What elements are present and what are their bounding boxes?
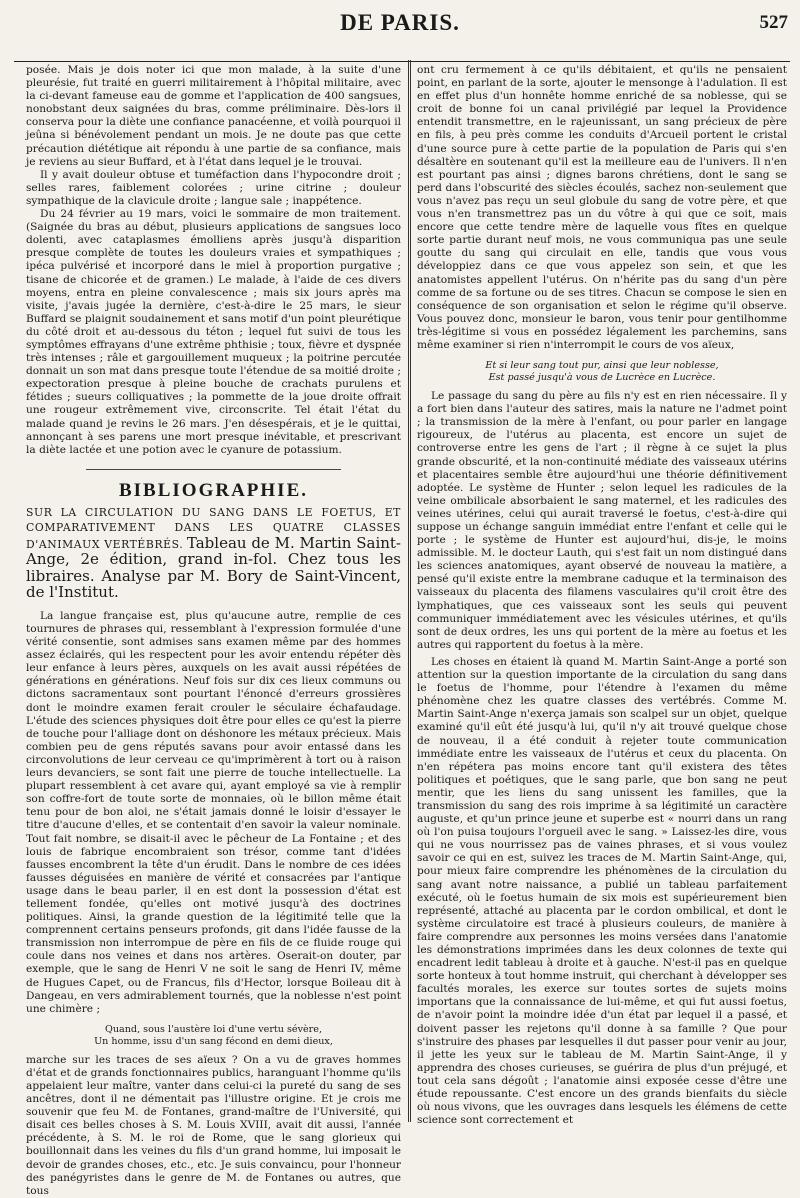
paragraph: posée. Mais je dois noter ici que mon malade, à la suite d'une pleurésie, fut traité en guerri militairement à l'hôpital militaire, avec la ci-devant fameuse eau de gomme et l'application de 400 sangsues, nonobstant deux saignées du bras, comme préliminaire. Dès-lors il conserva pour la diète une confiance panacéenne, et voilà pourquoi il jeûna si bénévolement pendant un mois. Je ne doute pas que cette précaution diététique ait répondu à une partie de sa confiance, mais je reviens au sieur Buffard, et à l'état dans lequel je le trouvai. [26, 64, 401, 168]
paragraph: Du 24 février au 19 mars, voici le sommaire de mon traitement. (Saignée du bras au début, plusieurs applications de sangsues loco dolenti, avec cataplasmes émolliens après jusqu'à disparition presque complète de toutes les douleurs vraies et sympathiques ; ipéca pulvérisé et incorporé dans le miel à proportion purgative ; tisane de chicorée et de gramen.) Le malade, à l'aide de ces divers moyens, entra en pleine convalescence ; mais six jours après ma visite, j'avais jugée la dernière, c'est-à-dire le 25 mars, le sieur Buffard se plaignit soudainement et sans motif d'un point pleurétique du côté droit et au-dessous du téton ; lequel fut suivi de tous les symptômes effrayans d'une extrême phthisie ; toux, fièvre et dyspnée très intenses ; râle et gargouillement muqueux ; la poitrine percutée donnait un son mat dans presque toute l'étendue de sa moitié droite ; expectoration presque à pleine bouche de crachats purulens et fétides ; sueurs colliquatives ; la pommette de la joue droite offrait une rougeur extrêmement vive, circonscrite. Tel était l'état du malade quand je revins le 26 mars. J'en désespérais, et je le quittai, annonçant à ses parens une mort presque inévitable, et prescrivant la diète lactée et une potion avec le cyanure de potassium. [26, 208, 401, 456]
page-number: 527 [759, 12, 788, 33]
header-rule [14, 61, 790, 62]
paragraph: marche sur les traces de ses aïeux ? On a vu de graves hommes d'état et de grands fonctionnaires publics, haranguant l'homme qu'ils appelaient leur maître, vanter dans celui-ci la pureté du sang de ses ancêtres, dont il ne démentait pas l'illustre origine. Et je crois me souvenir que feu M. de Fontanes, grand-maître de l'Université, qui disait ces belles choses à S. M. Louis XVIII, avait dit aussi, l'année précédente, à S. M. le roi de Rome, que le sang glorieux qui bouillonnait dans les veines du fils d'un grand homme, lui imposait le devoir de grandes choses, etc., etc. Je suis convaincu, pour l'honneur des panégyristes dans le genre de M. de Fontanes ou autres, que tous [26, 1053, 401, 1197]
paragraph: La langue française est, plus qu'aucune autre, remplie de ces tournures de phrases qui, ressemblant à l'expression formulée d'une vérité consentie, sont admises sans examen même par des hommes assez éclairés, qui les respectent pour les avoir entendu répéter dès leur enfance à leurs pères, auxquels on les avait aussi répétées de générations en générations. Neuf fois sur dix ces lieux communs ou dictons sacramentaux sont pourtant l'énoncé d'erreurs grossières dont le moindre examen ferait crouler le séculaire échafaudage. L'étude des sciences physiques doit être pour elles ce qu'est la pierre de touche pour l'alliage dont on déshonore les métaux précieux. Mais combien peu de gens réputés savans pour avoir entassé dans les circonvolutions de leur cerveau ce qu'imprimèrent à tort ou à raison leurs devanciers, se sont fait une pierre de touche intellectuelle. La plupart ressemblent à cet avare qui, ayant employé sa vie à remplir son coffre-fort de toute sorte de monnaies, où le billon même était tenu pour de bon aloi, ne s'était jamais donné le loisir d'essayer le titre d'aucune d'elles, et se contentait d'en savoir la valeur nominale. Tout fait nombre, se disait-il avec le pêcheur de La Fontaine ; et des louis de fabrique encombraient son trésor, comme tant d'idées fausses encombrent la tête d'un érudit. Dans le nombre de ces idées fausses déguisées en manière de vérité et consacrées par l'antique usage dans le beau parler, il en est dont la possession d'état est tellement fondée, qu'elles ont motivé jusqu'à des doctrines politiques. Ainsi, la grande question de la légitimité telle que la comprennent certains penseurs profonds, git dans l'idée fausse de la transmission non interrompue de père en fils de ce fluide rouge qui coule dans nos veines et dans nos artères. Oserait-on douter, par exemple, que le sang de Henri V ne soit le sang de Henri IV, même de Hugues Capet, ou de Francus, fils d'Hector, lorsque Boileau dit à Dangeau, en vers admirablement tournés, que la noblesse n'est point une chimère ; [26, 609, 401, 1015]
paragraph: Les choses en étaient là quand M. Martin Saint-Ange a porté son attention sur la question importante de la circulation du sang dans le foetus de l'homme, pour l'étendre à l'examen du même phénomène chez les quatre classes des vertébrés. Comme M. Martin Saint-Ange n'exerça jamais son scalpel sur un objet, quelque examiné qu'il eût été jusqu'à lui, qu'il n'y ait trouvé quelque chose de nouveau, il a été conduit à rejeter toute communication immédiate entre les vaisseaux de l'utérus et ceux du placenta. On n'en répétera pas moins encore tant qu'il existera des têtes politiques et poétiques, que le sang parle, que bon sang ne peut mentir, que les liens du sang unissent les familles, que la transmission du sang des rois imprime à sa légitimité un caractère auguste, et qu'un prince jeune et superbe est « nourri dans un rang où l'on puisa toujours l'orgueil avec le sang. » Laissez-les dire, vous qui ne vous nourrissez pas de vaines phrases, et si vous voulez savoir ce qui en est, suivez les traces de M. Martin Saint-Ange, qui, pour mieux faire comprendre les phénomènes de la circulation du sang avant notre naissance, a publié un tableau parfaitement exécuté, où le foetus humain de six mois est supérieurement bien représenté, attaché au placenta par le cordon ombilical, et dont le système circulatoire est tracé à plusieurs couleurs, de manière à faire comprendre aux personnes les moins versées dans l'anatomie les démonstrations imprimées dans les deux colonnes de texte qui encadrent ledit tableau à droite et à gauche. N'est-il pas en quelque sorte honteux à tout homme instruit, qui cherchant à développer ses facultés morales, les exerce sur toutes sortes de sujets moins importans que la connaissance de lui-même, et qui fut aussi foetus, de n'avoir point la moindre idée d'un état par lequel il a passé, et doivent passer les rejetons qu'il donne à sa famille ? Que pour s'instruire des phases par lesquelles il dut passer pour venir au jour, il jette les yeux sur le tableau de M. Martin Saint-Ange, il y apprendra des choses curieuses, se guérira de plus d'un préjugé, et tout cela sans dégoût ; l'anatomie ainsi exposée cesse d'être une étude repoussante. C'est encore un des grands bienfaits du siècle où nous vivons, que les ouvrages dans lesquels les élémens de cette science sont correctement et [417, 655, 787, 1127]
verse-line: Et si leur sang tout pur, ainsi que leur noblesse, [485, 360, 719, 372]
paragraph: ont cru fermement à ce qu'ils débitaient, et qu'ils ne pensaient point, en parlant de la sorte, ajouter le mensonge à l'adulation. Il est en effet plus d'un honnête homme enriché de sa noblesse, qui se croit de bonne foi un canal privilégié par lequel la Providence entendit transmettre, en le rajeunissant, un sang précieux de père en fils, à peu près comme les conduits d'Arcueil portent le cristal d'une source pure à cette partie de la population de Paris qui s'en désaltère en soutenant qu'il est la meilleure eau de l'univers. Il n'en est pourtant pas ainsi ; dignes barons chrétiens, dont le sang se perd dans l'obscurité des siècles écoulés, sachez non-seulement que vous n'avez pas reçu un seul globule du sang de votre père, et que vous n'en transmettrez pas un du vôtre à qui que ce soit, mais encore que cette tendre mère de laquelle vous fîtes en quelque sorte partie durant neuf mois, ne vous communiqua pas une seule goutte du sang qui circulait en elle, tandis que vous vous développiez dans ce que vous appelez son sein, et que les anatomistes appellent l'utérus. On n'hérite pas du sang d'un père comme de sa fortune ou de ses titres. Chacun se compose le sien en conséquence de son organisation et selon le régime qu'il observe. Vous pouvez donc, monsieur le baron, vous tenir pour gentilhomme très-légitime si vous en possédez légalement les parchemins, sans même examiner si rien n'interrompit le cours de vos aïeux, [417, 64, 787, 351]
verse-line: Un homme, issu d'un sang fécond en demi dieux, [94, 1035, 333, 1047]
section-rule [86, 469, 341, 470]
section-heading: BIBLIOGRAPHIE. [118, 479, 308, 501]
paragraph: Il y avait douleur obtuse et tuméfaction dans l'hypocondre droit ; selles rares, faiblement colorées ; urine citrine ; douleur sympathique de la clavicule droite ; langue sale ; inappétence. [26, 168, 401, 207]
verse-quote [26, 1024, 401, 1048]
article-subtitle [26, 505, 401, 602]
column-divider [408, 60, 411, 1122]
page-title: DE PARIS. [340, 10, 460, 35]
left-column [26, 64, 402, 1197]
subtitle-smallcaps: SUR LA CIRCULATION DU SANG DANS LE FOETUS, ET COMPARATIVEMENT DANS LES QUATRE CLASSES D'ANIMAUX VERTÉBRÉS. [26, 505, 401, 551]
subtitle-main: Tableau de M. Martin Saint-Ange, 2e édition, grand in-fol. Chez tous les libraires. Analyse par M. Bory de Saint-Vincent, de l'Institut. [26, 533, 402, 602]
verse-quote [417, 360, 787, 384]
page-header [0, 0, 800, 40]
paragraph: Le passage du sang du père au fils n'y est en rien nécessaire. Il y a fort bien dans l'auteur des satires, mais la nature ne l'admet point ; la transmission de la mère à l'enfant, ou pour parler en langage rigoureux, de l'utérus au placenta, est encore un sujet de controverse entre les gens de l'art ; il règne à ce sujet la plus grande obscurité, et la non-continuité médiate des vaisseaux utérins et placentaires semble être aujourd'hui une théorie définitivement adoptée. Le système de Hunter ; selon lequel les radicules de la veine ombilicale absorbaient le sang maternel, et les radicules des veines utérines, celui qui aurait traversé le foetus, c'est-à-dire qui suppose un échange sanguin immédiat entre l'enfant et celle qui le porte ; le système de Hunter est aujourd'hui, dis-je, le moins admissible. M. le docteur Lauth, qui s'est fait un nom distingué dans les sciences anatomiques, ayant observé de nouveau la matière, a pensé qu'il existe entre la membrane caduque et la terminaison des vaisseaux du placenta des filamens vasculaires qu'il croit être des lymphatiques, que ces vaisseaux sont les seuls qui peuvent communiquer immédiatement avec les vésicules utérines, et qu'ils sont de deux ordres, les uns qui portent de la mère au foetus et les autres qui rapportent du foetus à la mère. [417, 390, 787, 651]
verse-line: Est passé jusqu'à vous de Lucrèce en Lucrèce. [488, 372, 716, 384]
right-column [417, 64, 787, 1127]
verse-line: Quand, sous l'austère loi d'une vertu sévère, [104, 1023, 322, 1035]
